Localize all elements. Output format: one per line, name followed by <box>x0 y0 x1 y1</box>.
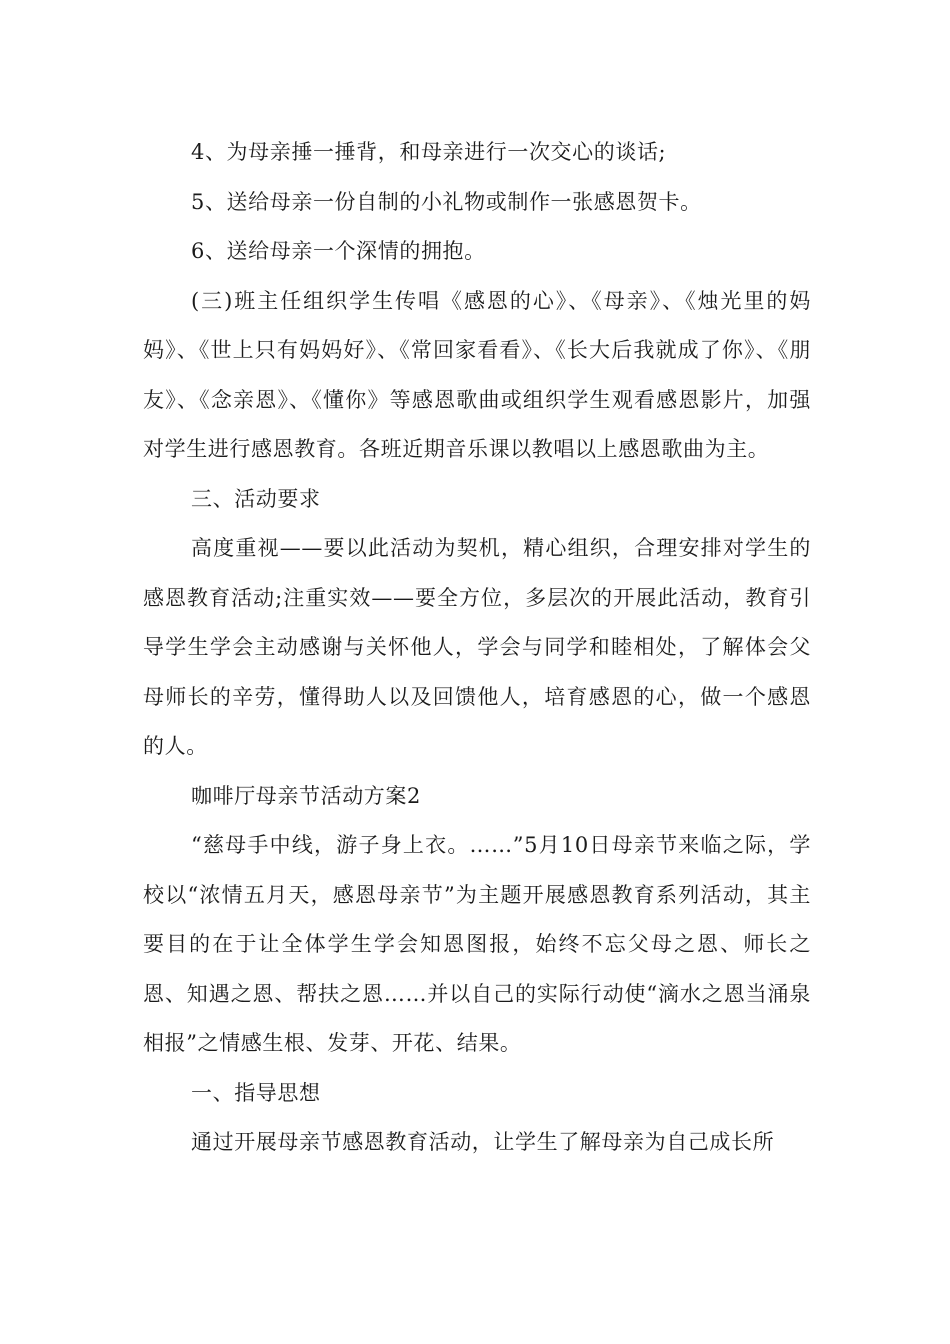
document-body <box>143 128 811 1168</box>
paragraph-item-4: 4、为母亲捶一捶背，和母亲进行一次交心的谈话; <box>191 140 667 164</box>
paragraph-item-6: 6、送给母亲一个深情的拥抱。 <box>191 239 486 263</box>
paragraph-item-5: 5、送给母亲一份自制的小礼物或制作一张感恩贺卡。 <box>191 189 702 214</box>
paragraph-requirements: 高度重视——要以此活动为契机，精心组织，合理安排对学生的感恩教育活动;注重实效——要全方位，多层次的开展此活动，教育引导学生学会主动感谢与关怀他人，学会与同学和睦相处，了解体会父母师长的辛劳，懂得助人以及回馈他人，培育感恩的心，做一个感恩的人。 <box>143 536 811 758</box>
paragraph-section-3-songs: (三)班主任组织学生传唱《感恩的心》、《母亲》、《烛光里的妈妈》、《世上只有妈妈好》、《常回家看看》、《长大后我就成了你》、《朋友》、《念亲恩》、《懂你》等感恩歌曲或组织学生观看感恩影片，加强对学生进行感恩教育。各班近期音乐课以教唱以上感恩歌曲为主。 <box>143 288 811 461</box>
heading-activity-requirements: 三、活动要求 <box>191 486 321 511</box>
paragraph-plan-2-intro: “慈母手中线，游子身上衣。……”5月10日母亲节来临之际，学校以“浓情五月天，感恩母亲节”为主题开展感恩教育系列活动，其主要目的在于让全体学生学会知恩图报，始终不忘父母之恩、师长之恩、知遇之恩、帮扶之恩……并以自己的实际行动使“滴水之恩当涌泉相报”之情感生根、发芽、开花、结果。 <box>143 833 811 1055</box>
heading-guiding-thought: 一、指导思想 <box>191 1080 321 1105</box>
heading-plan-2: 咖啡厅母亲节活动方案2 <box>191 783 421 808</box>
paragraph-guiding-thought: 通过开展母亲节感恩教育活动，让学生了解母亲为自己成长所 <box>191 1130 775 1154</box>
